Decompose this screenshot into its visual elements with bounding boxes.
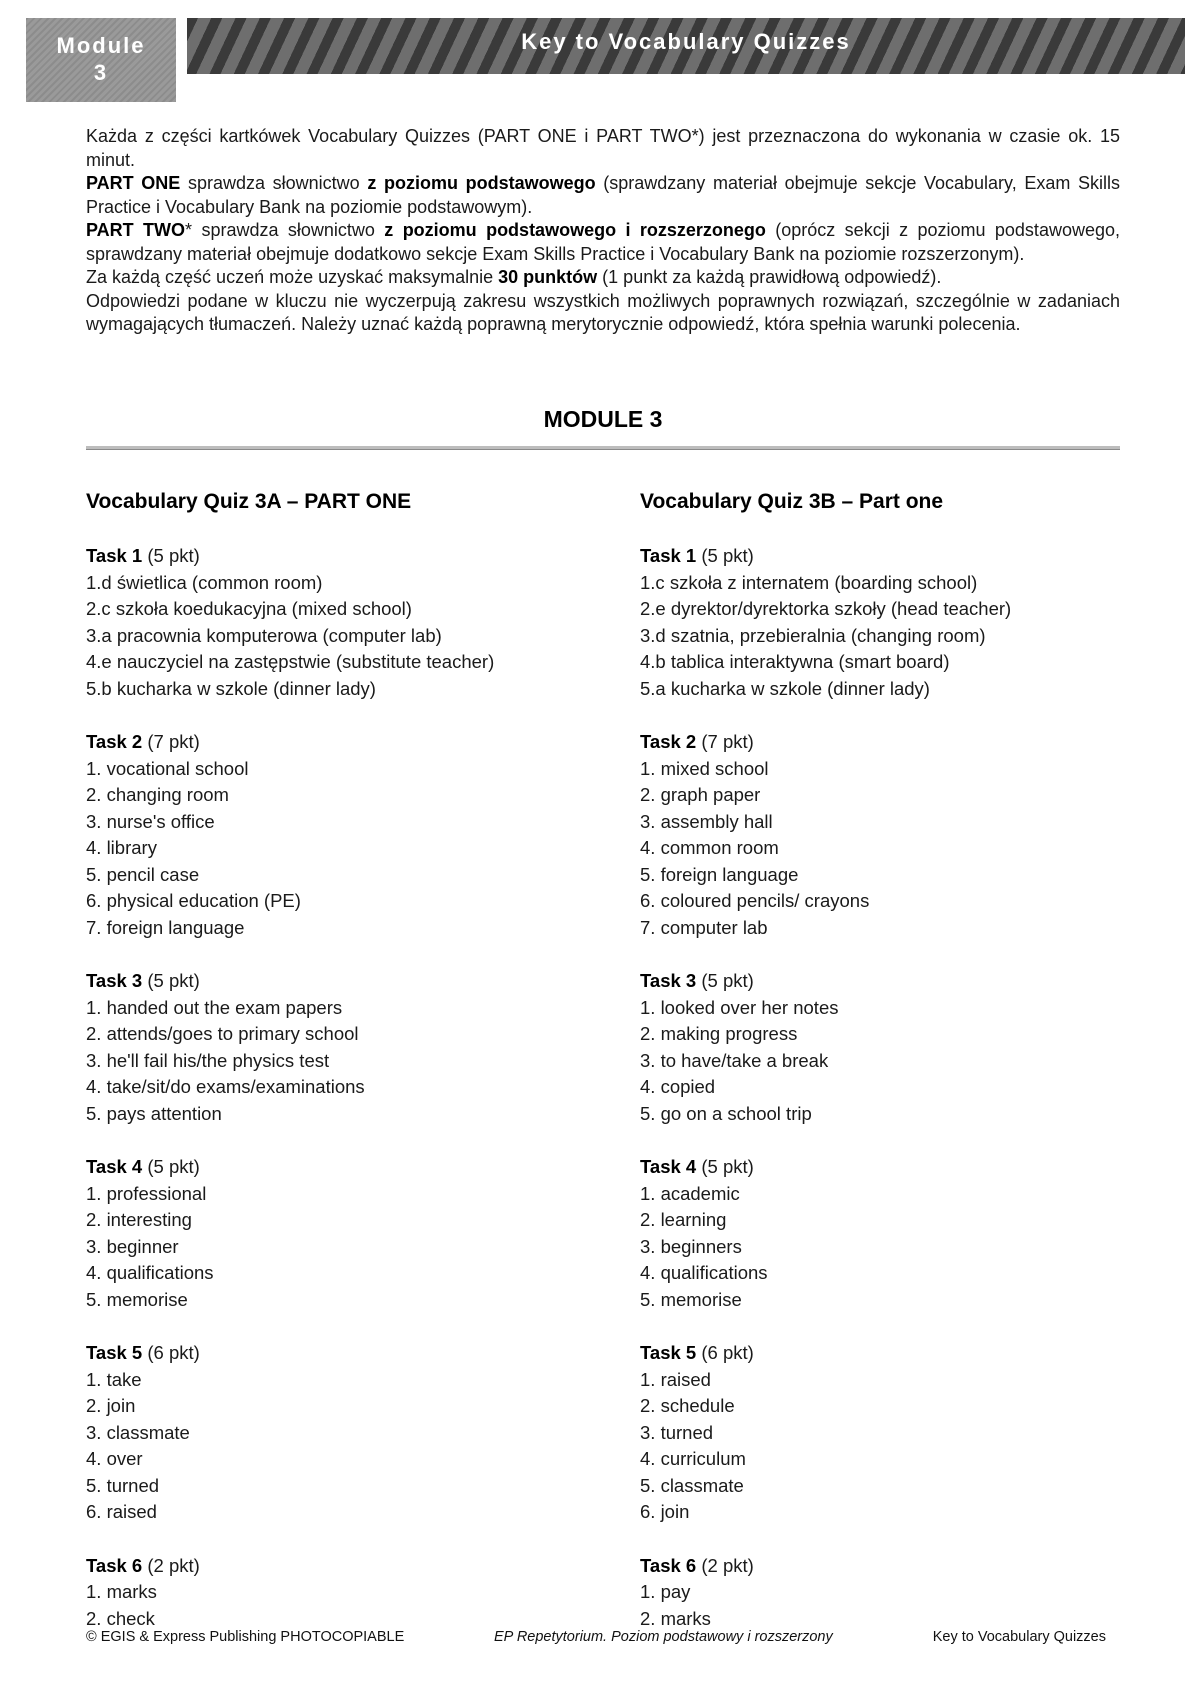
answer-item: 7. foreign language (86, 916, 245, 938)
answer-item: 1. handed out the exam papers (86, 996, 343, 1018)
footer-copyright: © EGIS & Express Publishing PHOTOCOPIABLE (86, 1629, 405, 1645)
quiz-3b-title: Vocabulary Quiz 3B – Part one (640, 490, 944, 513)
quiz-3b-column (640, 488, 1140, 1659)
answer-item: 4. take/sit/do exams/examinations (86, 1076, 365, 1097)
task-heading (86, 1154, 586, 1181)
task-block (640, 1340, 1140, 1526)
answer-item: 4.e nauczyciel na zastępstwie (substitute teacher) (86, 651, 495, 672)
answer-item: 5. turned (86, 1474, 160, 1496)
answer-item: 1. marks (86, 1581, 157, 1602)
task-block (640, 968, 1140, 1127)
answer-item: 3. assembly hall (640, 810, 773, 832)
answer-item: 2. join (86, 1395, 136, 1416)
task-points: (2 pkt) (142, 1554, 200, 1576)
task-block (640, 729, 1140, 941)
task-label: Task 6 (640, 1554, 697, 1576)
task-label: Task 3 (86, 970, 143, 991)
task-heading (640, 729, 1140, 756)
answer-item: 5. memorise (86, 1288, 188, 1310)
answer-item: 5. memorise (640, 1288, 742, 1310)
answer-item: 5. go on a school trip (640, 1102, 812, 1124)
quiz-3b-tasks (640, 543, 1140, 1632)
answer-item: 2.c szkoła koedukacyjna (mixed school) (86, 598, 412, 619)
answer-item: 1. vocational school (86, 757, 249, 779)
intro-p3-bold2: z poziomu podstawowego i rozszerzonego (384, 220, 766, 240)
intro-p3-bold1: PART TWO (86, 220, 186, 240)
quiz-3a-tasks (86, 543, 586, 1632)
answer-item: 5. classmate (640, 1474, 744, 1496)
answer-item: 3. beginners (640, 1235, 742, 1257)
answer-item: 2. marks (640, 1607, 711, 1629)
task-block (86, 729, 586, 941)
task-points: (6 pkt) (142, 1342, 200, 1363)
task-label: Task 2 (86, 731, 143, 752)
task-block (640, 1553, 1140, 1633)
task-points: (5 pkt) (696, 970, 754, 991)
task-points: (5 pkt) (142, 1156, 200, 1177)
module-tab-number: 3 (93, 60, 109, 85)
answer-item: 2. changing room (86, 784, 229, 805)
answer-item: 2. learning (640, 1209, 727, 1230)
module-tab (26, 18, 176, 102)
task-label: Task 5 (640, 1342, 697, 1363)
task-heading (86, 968, 586, 995)
answer-item: 5.a kucharka w szkole (dinner lady) (640, 677, 930, 699)
task-points: (5 pkt) (696, 1156, 754, 1177)
intro-p5: Odpowiedzi podane w kluczu nie wyczerpują zakresu wszystkich możliwych poprawnych rozwiązań, szczególnie w zadaniach wymagających tłumaczeń. Należy uznać każdą poprawną merytorycznie odpowiedź, która spełnia warunki polecenia. (86, 290, 1120, 334)
intro-p1: Każda z części kartkówek Vocabulary Quizzes (PART ONE i PART TWO*) jest przeznaczona do wykonania w czasie ok. 15 minut. (86, 126, 1120, 170)
task-block (86, 1340, 586, 1526)
answer-item: 7. computer lab (640, 916, 768, 938)
answer-item: 3. classmate (86, 1421, 190, 1443)
intro-p2-text1: sprawdza słownictwo (180, 173, 368, 193)
answer-item: 4. qualifications (86, 1262, 214, 1283)
task-block (86, 543, 586, 702)
answer-item: 4. qualifications (640, 1262, 768, 1283)
answer-item: 1. raised (640, 1368, 711, 1390)
task-points: (6 pkt) (696, 1342, 754, 1363)
answer-item: 4.b tablica interaktywna (smart board) (640, 651, 950, 672)
task-heading (640, 1340, 1140, 1367)
intro-p4-bold: 30 punktów (498, 267, 598, 287)
section-title: MODULE 3 (543, 406, 663, 432)
header-bar (187, 18, 1185, 74)
task-heading (640, 1553, 1140, 1580)
task-label: Task 3 (640, 970, 697, 991)
task-label: Task 4 (86, 1156, 143, 1177)
task-label: Task 5 (86, 1342, 143, 1363)
answer-item: 4. library (86, 837, 157, 858)
task-label: Task 2 (640, 731, 697, 752)
footer-section: Key to Vocabulary Quizzes (932, 1629, 1106, 1645)
answer-item: 3. he'll fail his/the physics test (86, 1049, 330, 1071)
task-heading (86, 1553, 586, 1580)
answer-item: 3. turned (640, 1421, 714, 1443)
task-points: (7 pkt) (142, 731, 200, 752)
answer-item: 1. academic (640, 1182, 740, 1204)
quiz-3a-column (86, 488, 586, 1659)
task-block (640, 543, 1140, 702)
task-points: (5 pkt) (142, 970, 200, 991)
answer-item: 4. copied (640, 1076, 716, 1097)
module-tab-label: Module (56, 33, 146, 58)
answer-item: 4. common room (640, 837, 779, 858)
answer-item: 6. join (640, 1501, 690, 1522)
answer-item: 1. professional (86, 1182, 207, 1204)
intro-p2-bold2: z poziomu podstawowego (367, 173, 596, 193)
task-points: (5 pkt) (696, 545, 754, 566)
section-divider (86, 446, 1120, 450)
answer-item: 3.d szatnia, przebieralnia (changing room) (640, 624, 986, 646)
answer-item: 1.d świetlica (common room) (86, 571, 323, 593)
answer-item: 2. check (86, 1607, 155, 1629)
answer-item: 3. to have/take a break (640, 1049, 829, 1071)
answer-item: 1. looked over her notes (640, 996, 839, 1018)
task-points: (2 pkt) (696, 1554, 754, 1576)
header-title: Key to Vocabulary Quizzes (521, 29, 851, 54)
answer-item: 3. beginner (86, 1235, 179, 1257)
task-heading (86, 1340, 586, 1367)
task-label: Task 1 (640, 545, 697, 566)
answer-item: 2. making progress (640, 1023, 798, 1044)
answer-item: 5. pays attention (86, 1102, 222, 1124)
answer-item: 2. schedule (640, 1395, 735, 1416)
intro-p4 (86, 266, 1120, 290)
intro-p2-text2: (sprawdzany materiał obejmuje sekcje Vocabulary, Exam Skills Practice i Vocabulary Bank na poziomie podstawowym). (86, 173, 1121, 217)
answer-item: 5. foreign language (640, 863, 799, 885)
answer-item: 6. coloured pencils/ crayons (640, 890, 870, 911)
answer-item: 6. raised (86, 1501, 157, 1522)
task-block (86, 1553, 586, 1633)
answer-item: 4. over (86, 1448, 143, 1469)
answer-item: 2. attends/goes to primary school (86, 1023, 359, 1044)
task-heading (86, 729, 586, 756)
answer-item: 2. interesting (86, 1209, 192, 1230)
answer-item: 5.b kucharka w szkole (dinner lady) (86, 677, 376, 699)
answer-item: 1. pay (640, 1581, 691, 1602)
intro-p4-text2: (1 punkt za każdą prawidłową odpowiedź). (597, 267, 942, 287)
intro-p3-text2: (oprócz sekcji z poziomu podstawowego, sprawdzany materiał obejmuje dodatkowo sekcje Exam Skills Practice i Vocabulary Bank na poziomie rozszerzonym). (86, 220, 1120, 264)
intro-p2 (86, 172, 1120, 219)
answer-item: 1.c szkoła z internatem (boarding school) (640, 571, 978, 593)
answer-item: 1. take (86, 1368, 142, 1390)
answer-item: 2. graph paper (640, 784, 761, 805)
task-block (86, 1154, 586, 1313)
answer-item: 2.e dyrektor/dyrektorka szkoły (head teacher) (640, 598, 1012, 619)
task-label: Task 6 (86, 1554, 143, 1576)
task-block (640, 1154, 1140, 1313)
intro-p2-bold1: PART ONE (86, 173, 181, 193)
answer-item: 4. curriculum (640, 1448, 746, 1469)
task-heading (86, 543, 586, 570)
intro-p3-text1: * sprawdza słownictwo (185, 220, 385, 240)
intro-p4-text1: Za każdą część uczeń może uzyskać maksymalnie (86, 267, 499, 287)
answer-item: 3.a pracownia komputerowa (computer lab) (86, 624, 442, 646)
task-block (86, 968, 586, 1127)
intro-text (86, 125, 1120, 337)
task-points: (5 pkt) (142, 545, 200, 566)
task-heading (640, 543, 1140, 570)
answer-item: 5. pencil case (86, 863, 200, 885)
task-heading (640, 1154, 1140, 1181)
footer-book-title: EP Repetytorium. Poziom podstawowy i rozszerzony (494, 1629, 833, 1645)
answer-item: 3. nurse's office (86, 810, 215, 832)
quiz-3a-title: Vocabulary Quiz 3A – PART ONE (86, 490, 412, 513)
answer-item: 6. physical education (PE) (86, 890, 301, 911)
task-heading (640, 968, 1140, 995)
task-points: (7 pkt) (696, 731, 754, 752)
task-label: Task 1 (86, 545, 143, 566)
answer-item: 1. mixed school (640, 757, 769, 779)
task-label: Task 4 (640, 1156, 697, 1177)
intro-p3 (86, 219, 1120, 266)
